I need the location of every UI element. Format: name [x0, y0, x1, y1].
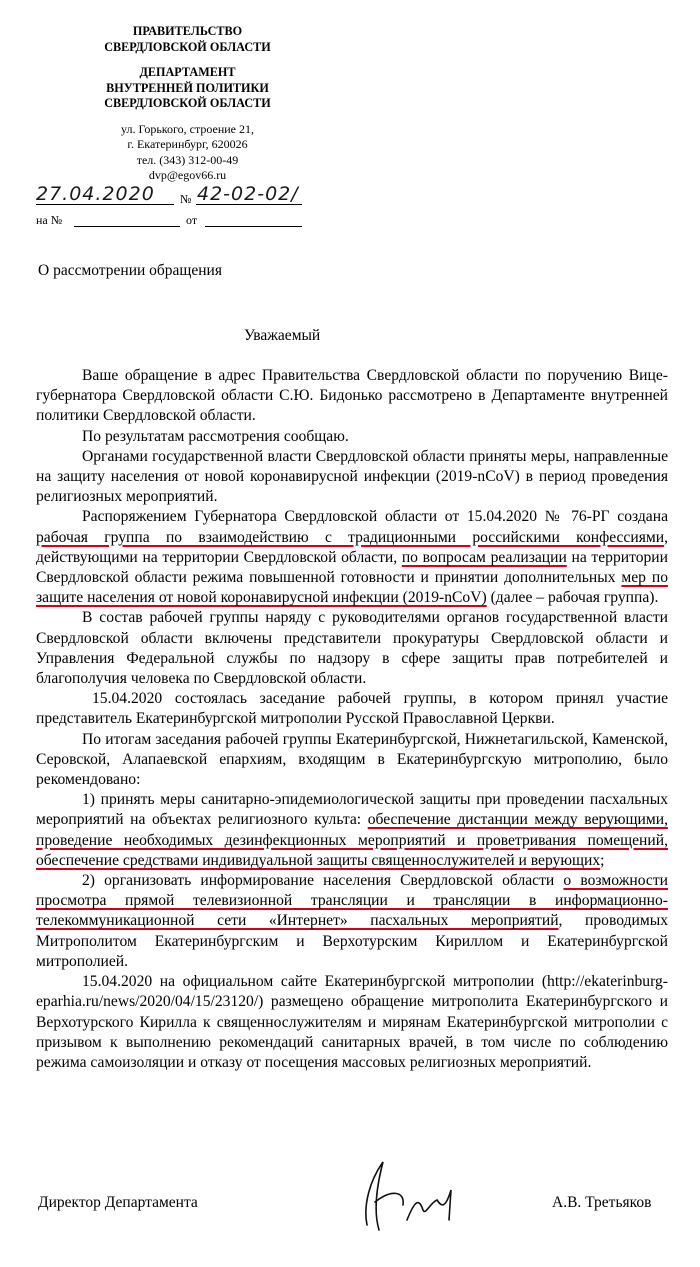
paragraph-1: Ваше обращение в адрес Правительства Свердловской области по поручению Вице-губернатора Свердловской области С.Ю. Бидонько рассмотрено в Департаменте внутренней политики Свердловской области.	[36, 367, 668, 425]
ref-number-label: на №	[36, 213, 63, 227]
date-line	[36, 204, 174, 205]
paragraph-10: 15.04.2020 на официальном сайте Екатеринбургской митрополии (http://ekaterinburg-eparhia.ru/news/2020/04/15/23120/) размещено обращение митрополита Екатеринбургского и Верхотурского Кирилла к священнослужителям и мирянам Екатеринбургской митрополии с призывом к выполнению рекомендаций санитарных врачей, в том числе по соблюдению режима самоизоляции и отказу от посещения массовых религиозных мероприятий.	[36, 973, 668, 1071]
highlight-protection-measures: мер по защите населения от новой коронавирусной инфекции (2019-nCoV)	[36, 569, 668, 607]
signer-name: А.В. Третьяков	[552, 1194, 652, 1211]
signature	[345, 1150, 465, 1240]
gov-line-1: ПРАВИТЕЛЬСТВО	[132, 24, 243, 38]
paragraph-6: 15.04.2020 состоялась заседание рабочей группы, в котором принял участие представитель Екатеринбургской митрополии Русской Православной Церкви.	[36, 690, 668, 728]
ref-from-label: от	[186, 213, 198, 227]
paragraph-2: По результатам рассмотрения сообщаю.	[82, 427, 349, 445]
paragraph-4: Распоряжением Губернатора Свердловской области от 15.04.2020 № 76-РГ создана рабочая группа по взаимодействию с традиционными российскими конфессиями, действующими на территории Свердловской области, по вопросам реализации на территории Свердловской области режима повышенной готовности и принятии дополнительных мер по защите населения от новой коронавирусной инфекции (2019-nCoV) (далее – рабочая группа).	[36, 508, 668, 607]
ref-number-line	[74, 226, 180, 227]
phone: тел. (343) 312-00-49	[136, 152, 239, 167]
email: dvp@egov66.ru	[148, 168, 227, 182]
handwritten-date: 27.04.2020	[36, 183, 155, 205]
paragraph-8: 1) принять меры санитарно-эпидемиологической защиты при проведении пасхальных мероприятий на объектах религиозного культа: обеспечение дистанции между верующими, проведение необходимых дезинфекционных мероприятий и проветривания помещений, обеспечение средствами индивидуальной защиты священнослужителей и верующих;	[36, 791, 668, 869]
greeting: Уважаемый	[244, 327, 321, 344]
director-title: Директор Департамента	[38, 1194, 198, 1211]
paragraph-9: 2) организовать информирование населения Свердловской области о возможности просмотра прямой телевизионной трансляции и трансляции в информационно-телекоммуникационной сети «Интернет» пасхальных мероприятий, проводимых Митрополитом Екатеринбургским и Верхотурским Кириллом и Екатеринбургской митрополией.	[36, 872, 668, 970]
paragraph-7: По итогам заседания рабочей группы Екатеринбургской, Нижнетагильской, Каменской, Серовской, Алапаевской епархиям, входящим в Екатеринбургскую митрополию, было рекомендовано:	[36, 730, 668, 789]
dep-line-2: ВНУТРЕННЕЙ ПОЛИТИКИ	[106, 80, 269, 95]
number-line	[196, 204, 302, 205]
gov-line-2: СВЕРДЛОВСКОЙ ОБЛАСТИ	[104, 39, 271, 54]
highlight-broadcast: о возможности просмотра прямой телевизионной трансляции и трансляции в информационно-телекоммуникационной сети «Интернет» пасхальных мероприятий	[36, 872, 668, 930]
paragraph-5: В состав рабочей группы наряду с руководителями органов государственной власти Свердловской области включены представители прокуратуры Свердловской области и Управления Федеральной службы по надзору в сфере защиты прав потребителей и благополучия человека по Свердловской области.	[36, 609, 668, 688]
highlight-working-group: рабочая группа по взаимодействию с традиционными российскими конфессиями	[36, 528, 665, 546]
handwritten-number: 42-02-02/	[197, 183, 299, 205]
subject-line: О рассмотрении обращения	[38, 262, 222, 279]
letter-body	[36, 366, 668, 1073]
ref-date-line	[205, 226, 302, 227]
paragraph-3: Органами государственной власти Свердловской области приняты меры, направленные на защиту населения от новой коронавирусной инфекции (2019-nCoV) в период проведения религиозных мероприятий.	[36, 447, 668, 506]
letterhead	[85, 24, 290, 184]
dep-line-1: ДЕПАРТАМЕНТ	[139, 65, 236, 79]
address-line-2: г. Екатеринбург, 620026	[127, 137, 248, 151]
number-label: №	[180, 192, 192, 206]
address-line-1: ул. Горького, строение 21,	[120, 121, 255, 136]
highlight-implementation: по вопросам реализации	[401, 548, 567, 566]
dep-line-3: СВЕРДЛОВСКОЙ ОБЛАСТИ	[104, 96, 271, 110]
highlight-sanitary-measures: обеспечение дистанции между верующими, проведение необходимых дезинфекционных мероприятий и проветривания помещений, обеспечение средствами индивидуальной защиты священнослужителей и верующих	[36, 811, 668, 869]
